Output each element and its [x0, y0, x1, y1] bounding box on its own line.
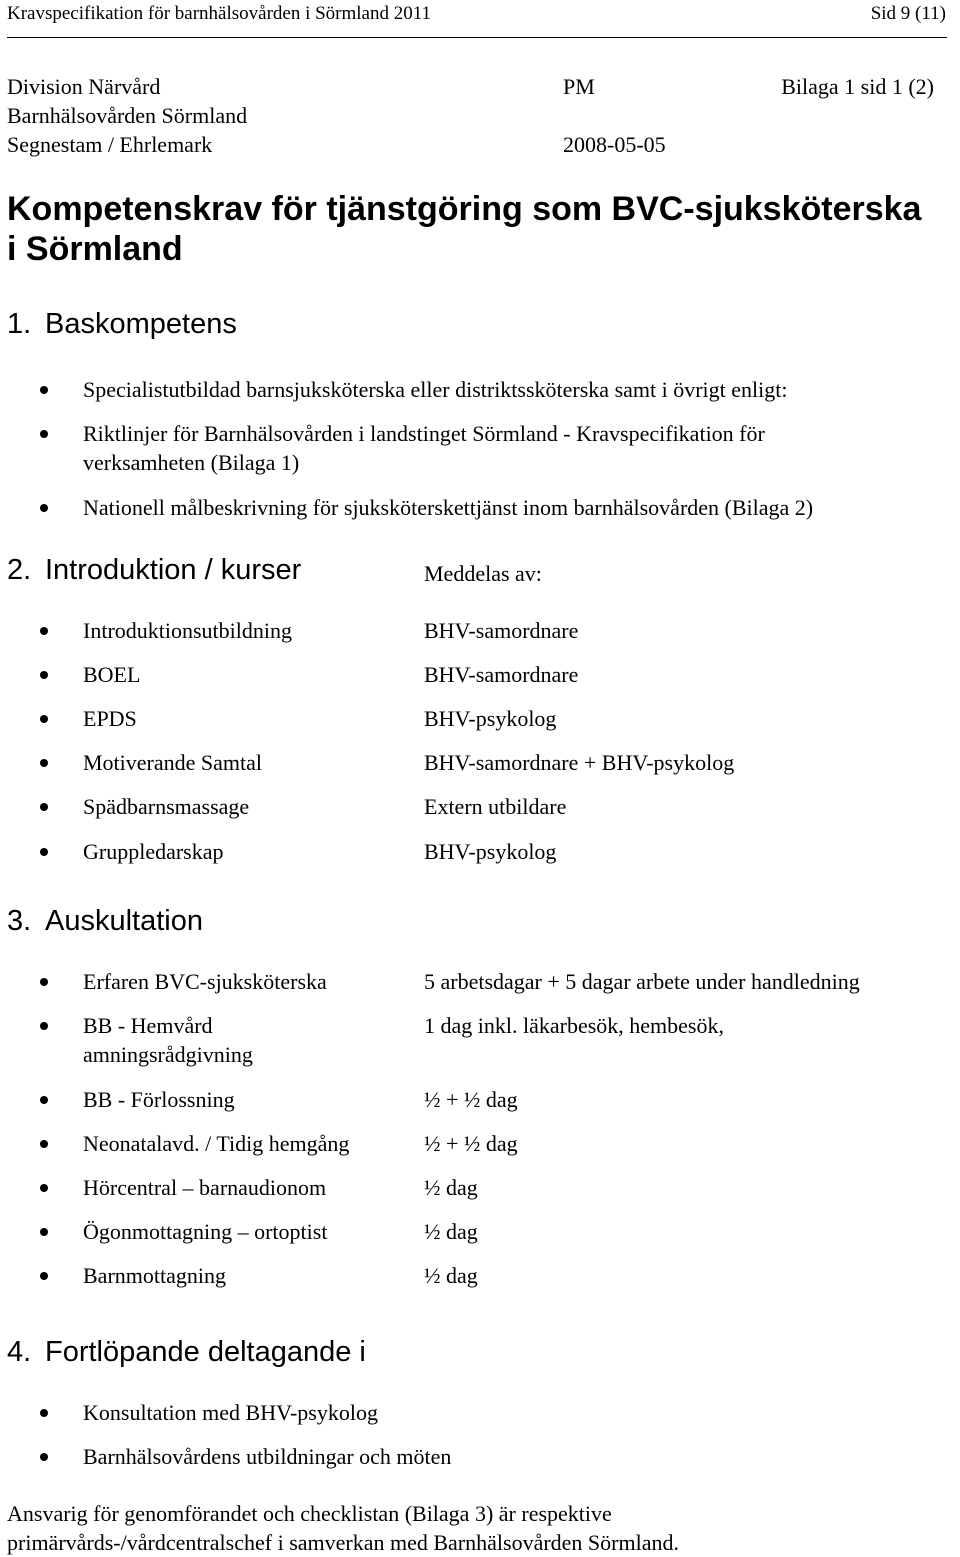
list-item: BOEL: [83, 662, 141, 687]
memo-unit: Barnhälsovården Sörmland: [7, 103, 248, 128]
list-item-value: BHV-psykolog: [424, 839, 557, 864]
section-1-title: Baskompetens: [45, 308, 237, 340]
list-item-value: BHV-samordnare + BHV-psykolog: [424, 750, 735, 775]
list-item-value: 5 arbetsdagar + 5 dagar arbete under handledning: [424, 969, 860, 994]
bullet-icon: [40, 848, 48, 856]
memo-type: PM: [563, 74, 595, 99]
header-divider: [7, 37, 947, 38]
section-2-title: Introduktion / kurser: [45, 554, 302, 586]
list-item: Hörcentral – barnaudionom: [83, 1175, 327, 1200]
bullet-icon: [40, 1184, 48, 1192]
bullet-icon: [40, 1140, 48, 1148]
list-item-value: 1 dag inkl. läkarbesök, hembesök,: [424, 1013, 724, 1038]
section-4-number: 4.: [7, 1336, 32, 1368]
list-item-value: ½ dag: [424, 1263, 478, 1288]
list-item: Gruppledarskap: [83, 839, 224, 864]
bullet-icon: [40, 715, 48, 723]
bullet-icon: [40, 671, 48, 679]
bullet-icon: [40, 504, 48, 512]
list-item: Specialistutbildad barnsjuksköterska eller distriktssköterska samt i övrigt enligt:: [83, 377, 788, 402]
page-number: Sid 9 (11): [870, 3, 946, 24]
section-3-heading: [7, 904, 203, 938]
document-title-line-1: Kompetenskrav för tjänstgöring som BVC-sjuksköterska: [7, 190, 922, 228]
bullet-icon: [40, 1453, 48, 1461]
list-item: Ögonmottagning – ortoptist: [83, 1219, 328, 1244]
list-item: Konsultation med BHV-psykolog: [83, 1400, 378, 1425]
list-item: Erfaren BVC-sjuksköterska: [83, 969, 327, 994]
list-item: Spädbarnsmassage: [83, 794, 250, 819]
list-item: Neonatalavd. / Tidig hemgång: [83, 1131, 350, 1156]
memo-date: 2008-05-05: [563, 132, 666, 157]
section-1-heading: [7, 307, 237, 341]
list-item: Barnhälsovårdens utbildningar och möten: [83, 1444, 452, 1469]
bullet-icon: [40, 386, 48, 394]
list-item-value: ½ + ½ dag: [424, 1087, 518, 1112]
section-3-number: 3.: [7, 905, 32, 937]
list-item-value: ½ dag: [424, 1175, 478, 1200]
list-item-value: ½ + ½ dag: [424, 1131, 518, 1156]
memo-authors: Segnestam / Ehrlemark: [7, 132, 213, 157]
section-4-title: Fortlöpande deltagande i: [45, 1336, 366, 1368]
bullet-icon: [40, 627, 48, 635]
section-4-heading: [7, 1335, 366, 1369]
bullet-icon: [40, 1096, 48, 1104]
list-item-value: ½ dag: [424, 1219, 478, 1244]
section-1-number: 1.: [7, 308, 32, 340]
section-3-title: Auskultation: [45, 905, 203, 937]
list-item: Barnmottagning: [83, 1263, 226, 1288]
section-2-heading: [7, 553, 301, 587]
running-header-title: Kravspecifikation för barnhälsovården i Sörmland 2011: [7, 3, 432, 24]
bullet-icon: [40, 1228, 48, 1236]
bullet-icon: [40, 430, 48, 438]
list-item: Nationell målbeskrivning för sjuksköterskettjänst inom barnhälsovården (Bilaga 2): [83, 495, 814, 520]
bullet-icon: [40, 759, 48, 767]
bullet-icon: [40, 1409, 48, 1417]
document-title-line-2: i Sörmland: [7, 230, 183, 268]
list-item-value: BHV-samordnare: [424, 618, 579, 643]
list-item: Motiverande Samtal: [83, 750, 263, 775]
list-item-value: BHV-psykolog: [424, 706, 557, 731]
list-item-value: Extern utbildare: [424, 794, 567, 819]
list-item: Riktlinjer för Barnhälsovården i landstinget Sörmland - Kravspecifikation för verksamheten (Bilaga 1): [83, 421, 765, 475]
bullet-icon: [40, 803, 48, 811]
list-item: Introduktionsutbildning: [83, 618, 292, 643]
memo-division: Division Närvård: [7, 74, 161, 99]
memo-attachment: Bilaga 1 sid 1 (2): [781, 74, 934, 99]
list-item: BB - Hemvård amningsrådgivning: [83, 1013, 253, 1067]
list-item-value: BHV-samordnare: [424, 662, 579, 687]
list-item: EPDS: [83, 706, 137, 731]
column-label: Meddelas av:: [424, 561, 542, 586]
list-item: BB - Förlossning: [83, 1087, 235, 1112]
bullet-icon: [40, 1272, 48, 1280]
bullet-icon: [40, 1022, 48, 1030]
responsibility-note: Ansvarig för genomförandet och checklistan (Bilaga 3) är respektive primärvårds-/vårdcentralschef i samverkan med Barnhälsovården Sörmland.: [7, 1501, 679, 1555]
section-2-number: 2.: [7, 554, 32, 586]
bullet-icon: [40, 978, 48, 986]
